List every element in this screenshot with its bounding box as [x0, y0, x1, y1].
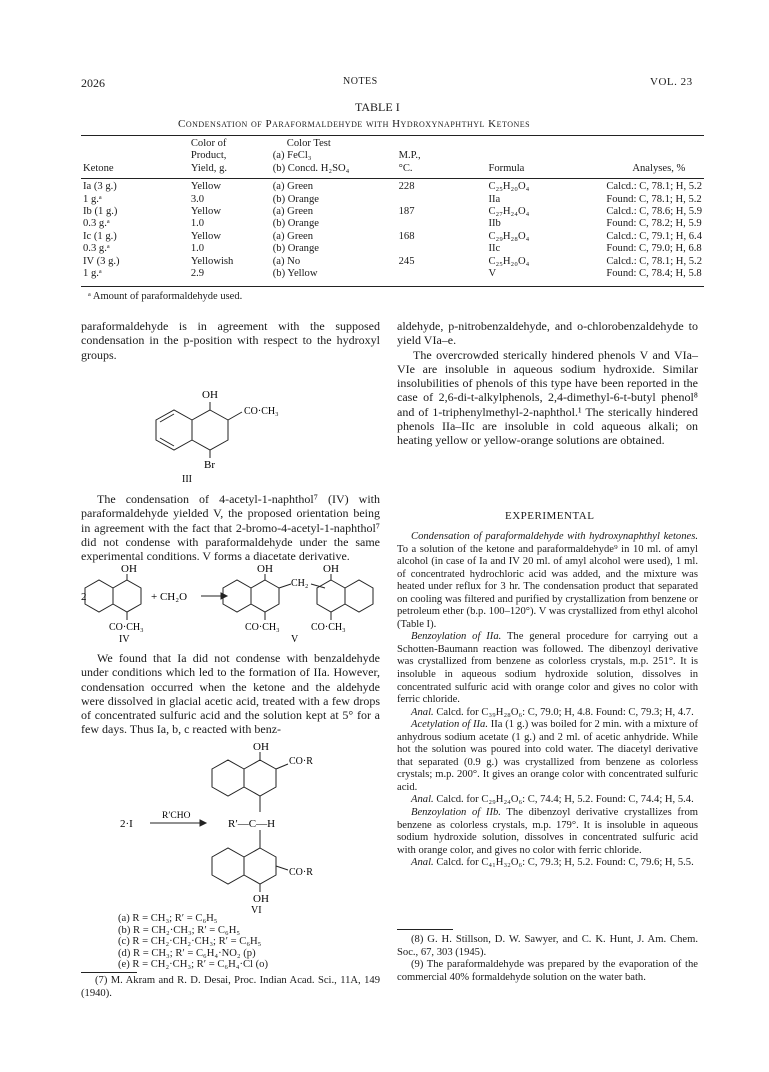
- table-cell: Yellow: [190, 230, 221, 242]
- table-cell: Calcd.: C, 79.1; H, 6.4: [606, 230, 702, 242]
- table-cell: 187: [398, 206, 415, 218]
- col-header-mp: M.P., °C.: [398, 150, 421, 174]
- table-cell: IIb: [488, 218, 501, 230]
- table-cell: (b) Orange: [272, 218, 319, 230]
- table-label: TABLE I: [355, 100, 400, 114]
- structure-vi: [110, 738, 360, 916]
- col-header-color-product: Color of Product, Yield, g.: [190, 138, 228, 174]
- svg-text:OH: OH: [253, 893, 269, 905]
- left-paragraph-1: paraformaldehyde is in agreement with the supposed condensation in the p-position with respect to the hydroxyl groups.: [81, 319, 380, 362]
- table-cell: Found: C, 78.4; H, 5.8: [606, 268, 702, 280]
- volume-header: VOL. 23: [650, 76, 693, 88]
- col-header-color-test: Color Test (a) FeCl₃ (b) Concd. H₂SO₄: [272, 138, 350, 174]
- footnote-rule-left: [81, 972, 137, 973]
- def-a: (a) R = CH₃; R′ = C₆H₅: [118, 913, 218, 924]
- svg-text:CH₂: CH₂: [291, 578, 309, 589]
- svg-text:CO·R: CO·R: [289, 756, 313, 767]
- table-cell: [397, 194, 487, 206]
- table-row: [81, 194, 704, 206]
- table-cell: Ic (1 g.): [83, 230, 117, 242]
- table-cell: 2.9: [190, 268, 205, 280]
- table-cell: [397, 268, 487, 280]
- svg-text:2·I: 2·I: [120, 818, 133, 830]
- table-cell: Calcd.: C, 78.1; H, 5.2: [606, 255, 702, 267]
- svg-text:CO·R: CO·R: [289, 867, 313, 878]
- section-header: NOTES: [343, 76, 378, 87]
- svg-text:V: V: [291, 634, 299, 645]
- s3-oh: OH: [202, 389, 218, 401]
- data-table: [81, 138, 704, 280]
- table-cell: 168: [398, 230, 415, 242]
- table-footnote: ᵃ Amount of paraformaldehyde used.: [88, 291, 243, 302]
- table-cell: Ia (3 g.): [83, 181, 117, 193]
- svg-text:CO·CH₃: CO·CH₃: [311, 622, 346, 633]
- table-row: [81, 243, 704, 255]
- svg-text:VI: VI: [251, 905, 262, 916]
- svg-text:OH: OH: [253, 741, 269, 753]
- table-cell: 1 g.ᵃ: [83, 268, 102, 280]
- table-row: [81, 206, 704, 218]
- table-cell: 1.0: [190, 218, 205, 230]
- experimental-body: Condensation of paraformaldehyde with hydroxynaphthyl ketones. To a solution of the ketone and paraformaldehyde⁹ in 10 ml. of amyl alcohol (in case of Ia and IV 20 ml. of amyl alcohol were used), 1 ml. of concentrated hydrochloric acid was added, and the mixture was heated under reflux for 3 hr. The condensation product that separated on cooling was filtered and purified by crystallization from benzene or petroleum ether (b.p. 100–120°). V was crystallized from ethyl alcohol (Table I). Benzoylation of IIa. The general procedure for carrying out a Schotten-Baumann reaction was followed. The dibenzoyl derivative was crystallized from benzene as colorless crystals, m.p. 251°. It is insoluble in aqueous sodium hydroxide solution, dissolves in concentrated sulfuric acid with orange color and gives no color with ferric chloride. Anal. Calcd. for C₃₉H₂₈O₆: C, 79.0; H, 4.8. Found: C, 79.3; H, 4.7. Acetylation of IIa. IIa (1 g.) was boiled for 2 min. with a mixture of anhydrous sodium acetate (1 g.) and 2 ml. of acetic anhydride. While hot the solution was poured into cold water. The diacetyl derivative that separated (0.9 g.) was crystallized from benzene as colorless crystals; m.p. 200°. It gives an orange color with concentrated sulfuric acid. Anal. Calcd. for C₂₉H₂₄O₆: C, 74.4; H, 5.2. Found: C, 74.4; H, 5.4. Benzoylation of IIb. The dibenzoyl derivative crystallizes from benzene as colorless crystals, m.p. 179°. It is insoluble in aqueous sodium hydroxide solution, dissolves in concentrated sulfuric acid with orange color, and gives no color with ferric chloride. Anal. Calcd. for C₄₁H₃₂O₆: C, 79.3; H, 5.2. Found: C, 79.6; H, 5.5.: [397, 531, 698, 869]
- table-cell: (a) Green: [272, 181, 314, 193]
- substituent-definitions: [118, 913, 380, 971]
- svg-text:R′CHO: R′CHO: [162, 811, 191, 821]
- table-cell: C₂₅H₂₀O₄: [488, 255, 530, 267]
- table-cell: (a) No: [272, 255, 301, 267]
- left-paragraph-3: We found that Ia did not condense with benzaldehyde under conditions which led to the formation of IIa. However, condensation occurred when the ketone and the aldehyde were dissolved in glacial acetic acid, treated with a few drops of concentrated sulfuric acid and the solution kept at 5° for a few days. Thus Ia, b, c reacted with benz-: [81, 651, 380, 737]
- table-top-rule: [81, 135, 704, 136]
- svg-text:OH: OH: [121, 563, 137, 575]
- def-b: (b) R = CH₂·CH₃; R′ = C₆H₅: [118, 924, 241, 936]
- structure-iv-v: [81, 564, 381, 646]
- table-row: [81, 268, 704, 280]
- table-cell: Found: C, 79.0; H, 6.8: [606, 243, 702, 255]
- svg-text:IV: IV: [119, 634, 130, 645]
- table-cell: Found: C, 78.1; H, 5.2: [606, 193, 702, 205]
- svg-text:OH: OH: [323, 563, 339, 575]
- table-cell: C₂₇H₂₄O₄: [488, 206, 530, 218]
- svg-text:CO·CH₃: CO·CH₃: [109, 622, 144, 633]
- col-header-analyses: Analyses, %: [632, 162, 686, 174]
- left-paragraph-2: The condensation of 4-acetyl-1-naphthol⁷ (IV) with paraformaldehyde yielded V, the proposed orientation being in agreement with the fact that 2-bromo-4-acetyl-1-naphthol⁷ did not condense with paraformaldehyde under the same experimental conditions. V forms a diacetate derivative.: [81, 492, 380, 564]
- table-cell: 1 g.ᵃ: [83, 193, 102, 205]
- table-cell: [397, 218, 487, 230]
- table-cell: Yellow: [190, 206, 221, 218]
- table-row: [81, 218, 704, 230]
- table-row: [81, 231, 704, 243]
- table-cell: (b) Orange: [272, 193, 319, 205]
- table-cell: [397, 243, 487, 255]
- table-cell: 0.3 g.ᵃ: [83, 243, 110, 255]
- right-footnotes: [397, 934, 698, 984]
- table-cell: Ib (1 g.): [83, 206, 118, 218]
- table-cell: IIc: [488, 243, 501, 255]
- experimental-heading: EXPERIMENTAL: [505, 510, 595, 522]
- s3-coch3: CO·CH₃: [244, 406, 279, 417]
- table-cell: (b) Yellow: [272, 268, 318, 280]
- table-cell: Yellowish: [190, 255, 234, 267]
- svg-text:+ CH₂O: + CH₂O: [151, 591, 188, 603]
- table-cell: 0.3 g.ᵃ: [83, 218, 110, 230]
- col-header-formula: Formula: [488, 162, 525, 174]
- svg-text:R′—C—H: R′—C—H: [228, 818, 276, 830]
- table-cell: 1.0: [190, 243, 205, 255]
- page-number: 2026: [81, 76, 105, 90]
- table-cell: 228: [398, 181, 415, 193]
- col-header-ketone: Ketone: [83, 162, 114, 174]
- table-cell: (a) Green: [272, 206, 314, 218]
- svg-text:CO·CH₃: CO·CH₃: [245, 622, 280, 633]
- table-cell: V: [488, 268, 497, 280]
- table-bottom-rule: [81, 286, 704, 287]
- table-row: [81, 256, 704, 268]
- table-cell: C₂₅H₂₀O₄: [488, 181, 530, 193]
- footnote-8: (8) G. H. Stillson, D. W. Sawyer, and C. K. Hunt, J. Am. Chem. Soc., 67, 303 (1945).: [397, 934, 698, 958]
- s3-label: III: [182, 474, 192, 485]
- table-cell: Calcd.: C, 78.1; H, 5.2: [606, 181, 702, 193]
- def-e: (e) R = CH₂·CH₃; R′ = C₆H₄·Cl (o): [118, 959, 268, 971]
- table-cell: 245: [398, 255, 415, 267]
- structure-iii: [120, 380, 320, 492]
- svg-text:2: 2: [81, 591, 87, 603]
- table-cell: Calcd.: C, 78.6; H, 5.9: [606, 206, 702, 218]
- footnote-rule-right: [397, 929, 453, 930]
- table-cell: IIa: [488, 193, 501, 205]
- table-cell: C₂₉H₂₈O₄: [488, 230, 530, 242]
- table-cell: Yellow: [190, 181, 221, 193]
- table-row: [81, 179, 704, 194]
- svg-text:OH: OH: [257, 563, 273, 575]
- s3-br: Br: [204, 459, 215, 471]
- table-cell: 3.0: [190, 193, 205, 205]
- table-cell: (a) Green: [272, 230, 314, 242]
- def-c: (c) R = CH₂·CH₂·CH₃; R′ = C₆H₅: [118, 936, 262, 948]
- table-caption: Condensation of Paraformaldehyde with Hydroxynaphthyl Ketones: [178, 118, 531, 130]
- table-cell: IV (3 g.): [83, 255, 120, 267]
- right-paragraphs: aldehyde, p-nitrobenzaldehyde, and o-chlorobenzaldehyde to yield VIa–e. The overcrowded sterically hindered phenols V and VIa–VIe are insoluble in aqueous sodium hydroxide. Similar insolubilities of phenols of this type have been reported in the case of 2,6-di-t-alkylphenols, 2,4-dimethyl-6-t-butyl phenol⁸ and of 1-triphenylmethyl-2-naphthol.¹ The sterically hindered phenols IIa–IIc are insoluble in cold aqueous alkali; on heating yellow or yellow-orange solutions are obtained.: [397, 319, 698, 448]
- table-cell: Found: C, 78.2; H, 5.9: [606, 218, 702, 230]
- def-d: (d) R = CH₃; R′ = C₆H₄·NO₂ (p): [118, 947, 256, 959]
- table-cell: (b) Orange: [272, 243, 319, 255]
- footnote-9: (9) The paraformaldehyde was prepared by the evaporation of the commercial 40% formaldehyde solution on the water bath.: [397, 959, 698, 983]
- table-header-row: [81, 138, 704, 175]
- footnote-7: (7) M. Akram and R. D. Desai, Proc. Indian Acad. Sci., 11A, 149 (1940).: [81, 975, 380, 999]
